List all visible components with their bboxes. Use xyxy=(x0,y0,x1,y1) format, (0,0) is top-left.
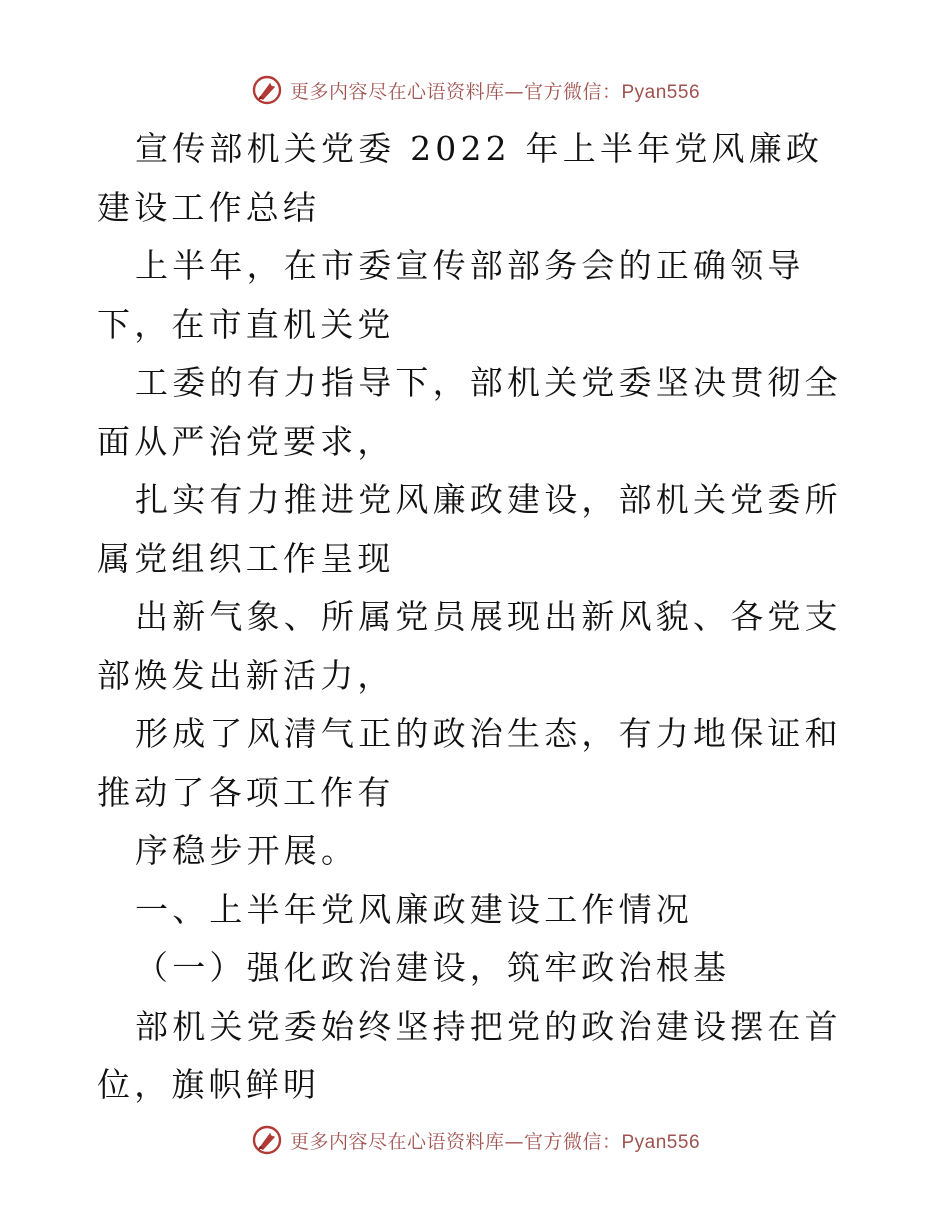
pen-nib-logo-icon xyxy=(250,73,284,107)
watermark-text: 更多内容尽在心语资料库—官方微信：Pyan556 xyxy=(289,1130,701,1153)
document-body xyxy=(97,120,857,1115)
document-title: 宣传部机关党委 2022 年上半年党风廉政建设工作总结 xyxy=(97,129,824,227)
paragraph-line: 序稳步开展。 xyxy=(135,831,359,870)
paragraph-line: 形成了风清气正的政治生态，有力地保证和推动了各项工作有 xyxy=(97,714,842,812)
footer-watermark xyxy=(0,1120,950,1160)
watermark-text: 更多内容尽在心语资料库—官方微信：Pyan556 xyxy=(289,80,701,103)
header-watermark xyxy=(0,70,950,110)
paragraph-line: 部机关党委始终坚持把党的政治建设摆在首位，旗帜鲜明 xyxy=(97,1006,842,1104)
section-heading: 一、上半年党风廉政建设工作情况 xyxy=(135,889,693,929)
paragraph-line: 扎实有力推进党风廉政建设，部机关党委所属党组织工作呈现 xyxy=(97,480,842,578)
pen-nib-logo-icon xyxy=(250,1123,284,1157)
paragraph-line: 出新气象、所属党员展现出新风貌、各党支部焕发出新活力， xyxy=(97,597,842,695)
subsection-heading: （一）强化政治建设，筑牢政治根基 xyxy=(135,948,731,987)
paragraph-line: 上半年，在市委宣传部部务会的正确领导下，在市直机关党 xyxy=(97,246,805,344)
paragraph-line: 工委的有力指导下，部机关党委坚决贯彻全面从严治党要求， xyxy=(97,363,842,461)
